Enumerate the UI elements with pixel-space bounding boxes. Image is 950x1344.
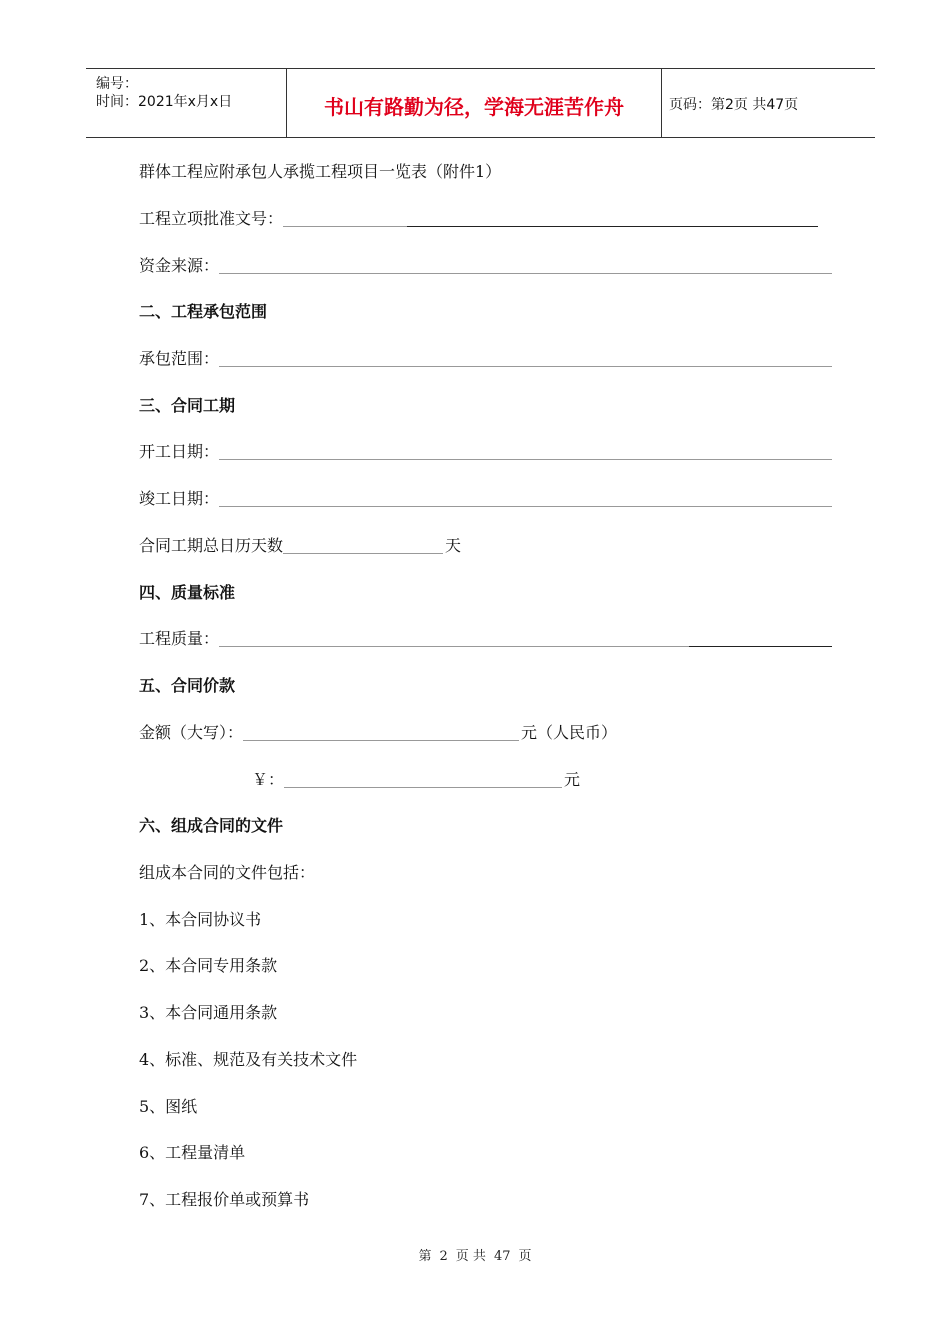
completion-date-row [139,487,832,511]
document-list-item: 7、工程报价单或预算书 [139,1190,310,1209]
footer-page-prefix: 第 [418,1249,432,1264]
document-list-item: 5、图纸 [139,1097,198,1116]
amount-figures-row [252,768,580,792]
scope-blank[interactable] [219,347,832,367]
footer-page-suffix: 页 [518,1249,532,1264]
page-header [86,68,875,138]
quality-blank-b[interactable] [689,627,832,647]
section-heading-price: 五、合同价款 [139,676,236,695]
footer-page-number: 2 [439,1249,448,1264]
annex-title-text: 群体工程应附承包人承揽工程项目一览表（附件1） [139,162,502,181]
amount-figures-label: ￥： [252,770,285,789]
scope-label: 承包范围： [139,349,220,368]
header-page-info: 页码：第2页 共47页 [669,97,799,113]
funding-row [139,254,832,278]
completion-date-label: 竣工日期： [139,489,220,508]
header-meta-cell [86,69,286,137]
funding-blank[interactable] [219,254,832,274]
duration-unit: 天 [445,536,462,555]
footer-page-mid: 页 共 [455,1249,486,1264]
approval-number-blank-a[interactable] [283,207,407,227]
completion-date-blank[interactable] [219,487,832,507]
document-time: 时间：2021年x月x日 [96,94,233,110]
annex-title [139,160,501,184]
duration-label: 合同工期总日历天数 [139,536,284,555]
scope-row [139,347,832,371]
start-date-row [139,440,832,464]
duration-blank[interactable] [283,534,443,554]
amount-words-unit: 元（人民币） [521,723,618,742]
approval-number-blank-b[interactable] [407,207,818,227]
section-heading-period: 三、合同工期 [139,396,236,415]
approval-number-row [139,207,818,231]
document-list-item: 4、标准、规范及有关技术文件 [139,1050,358,1069]
funding-label: 资金来源： [139,256,220,275]
start-date-blank[interactable] [219,440,832,460]
document-list-item: 2、本合同专用条款 [139,956,278,975]
amount-words-label: 金额（大写）： [139,723,244,742]
quality-row [139,627,832,651]
amount-figures-unit: 元 [564,770,581,789]
section-heading-quality: 四、质量标准 [139,583,236,602]
page-footer [0,1245,950,1264]
footer-page-total: 47 [493,1249,511,1264]
document-list-item: 1、本合同协议书 [139,910,262,929]
approval-number-label: 工程立项批准文号： [139,209,284,228]
quality-label: 工程质量： [139,629,220,648]
document-number: 编号： [96,76,138,92]
duration-row [139,534,461,558]
amount-words-blank[interactable] [243,721,519,741]
amount-figures-blank[interactable] [284,768,562,788]
documents-intro: 组成本合同的文件包括： [139,863,316,882]
header-motto-cell [286,69,662,137]
amount-words-row [139,721,617,745]
header-page-cell [661,69,875,137]
document-list-item: 6、工程量清单 [139,1143,246,1162]
start-date-label: 开工日期： [139,442,220,461]
section-heading-documents: 六、组成合同的文件 [139,816,284,835]
header-motto: 书山有路勤为径，学海无涯苦作舟 [324,95,624,119]
document-list-item: 3、本合同通用条款 [139,1003,278,1022]
quality-blank-a[interactable] [219,627,689,647]
section-heading-scope: 二、工程承包范围 [139,302,268,321]
